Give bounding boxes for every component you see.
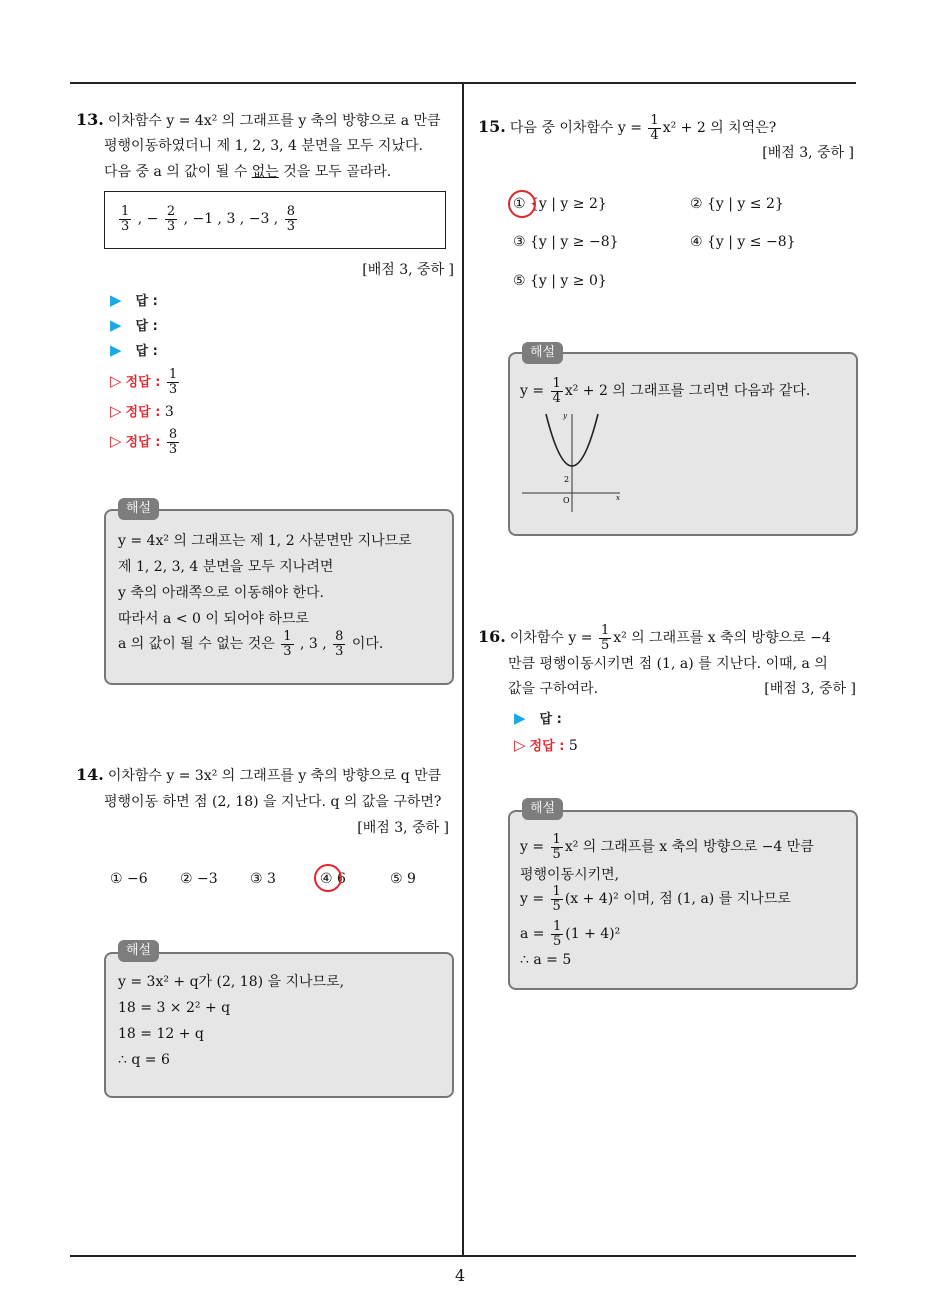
q13-solution-tag: 해설: [118, 498, 159, 520]
q14-line1: 14. 이차함수 y = 3x² 의 그래프를 y 축의 방향으로 q 만큼: [76, 765, 442, 784]
q15-score: [배점 3, 중하 ]: [762, 145, 854, 161]
q16-sol-l4: a = $\frac{1}{5}$ (1 + 4)²: [520, 918, 621, 949]
q16-line2: 만큼 평행이동시키면 점 (1, a) 를 지난다. 이때, a 의: [508, 656, 828, 672]
q13-answer-2: ▶ 답 :: [110, 316, 158, 334]
graph-origin-label: O: [563, 496, 570, 505]
q13-correct-2: ▷ 정답 : 3: [110, 402, 174, 420]
q15-solution-tag: 해설: [522, 342, 563, 364]
q14-number: 14.: [76, 765, 104, 784]
q14-solution-tag: 해설: [118, 940, 159, 962]
q15-parabola-graph: [518, 408, 628, 516]
q16-line3: 값을 구하여라.: [508, 681, 599, 697]
q13-choices: $\frac{1}{3}$ , − $\frac{2}{3}$ , −1 , 3 , −3 , $\frac{8}{3}$: [121, 203, 295, 234]
q13-text1: 이차함수 y = 4x² 의 그래프를 y 축의 방향으로 a 만큼: [107, 113, 441, 129]
q16-score: [배점 3, 중하 ]: [764, 681, 856, 697]
q14-sol-l2: 18 = 3 × 2² + q: [118, 1000, 231, 1016]
q16-number: 16.: [478, 627, 506, 646]
q13-underline-word: 없는: [251, 164, 279, 180]
q16-answer: ▶ 답 :: [514, 709, 562, 727]
q14-choice-2[interactable]: ② −3: [180, 871, 218, 887]
q13-answer-1: ▶ 답 :: [110, 291, 158, 309]
q15-choice-5[interactable]: ⑤ {y | y ≥ 0}: [513, 273, 607, 289]
q16-sol-l2: 평행이동시키면,: [520, 867, 620, 883]
q16-solution-tag: 해설: [522, 798, 563, 820]
q13-answer-3: ▶ 답 :: [110, 341, 158, 359]
q13-line2: 평행이동하였더니 제 1, 2, 3, 4 분면을 모두 지났다.: [104, 138, 423, 154]
correct-arrow-icon: ▷: [110, 402, 122, 420]
q15-line1: 15. 다음 중 이차함수 y = $\frac{1}{4}$ x² + 2 의 치역은?: [478, 112, 777, 143]
q15-choice-4[interactable]: ④ {y | y ≤ −8}: [690, 234, 796, 250]
correct-arrow-icon: ▷: [110, 432, 122, 450]
q13-sol-l2: 제 1, 2, 3, 4 분면을 모두 지나려면: [118, 559, 334, 575]
q14-choice-5[interactable]: ⑤ 9: [390, 871, 416, 887]
q14-score: [배점 3, 중하 ]: [357, 820, 449, 836]
correct-arrow-icon: ▷: [110, 372, 122, 390]
q16-sol-l5: ∴ a = 5: [520, 952, 572, 968]
q13-choice-box: [104, 191, 446, 249]
q13-choice-frac-3: $\frac{8}{3}$: [286, 203, 295, 234]
q16-sol-l1: y = $\frac{1}{5}$ x² 의 그래프를 x 축의 방향으로 −4 만큼: [520, 831, 814, 862]
q16-line1: 16. 이차함수 y = $\frac{1}{5}$ x² 의 그래프를 x 축의 방향으로 −4: [478, 622, 831, 653]
q13-correct-3: ▷ 정답 : $\frac{8}{3}$: [110, 426, 178, 457]
q15-marked-answer-circle: [508, 190, 536, 218]
q14-sol-l3: 18 = 12 + q: [118, 1026, 204, 1042]
q14-sol-l1: y = 3x² + q가 (2, 18) 을 지나므로,: [118, 974, 345, 990]
correct-arrow-icon: ▷: [514, 736, 526, 754]
answer-arrow-icon: ▶: [110, 291, 122, 309]
graph-y-label: y: [563, 412, 567, 420]
answer-arrow-icon: ▶: [514, 709, 526, 727]
column-divider: [462, 82, 464, 1256]
q16-sol-l3: y = $\frac{1}{5}$ (x + 4)² 이며, 점 (1, a) 를 지나므로: [520, 883, 791, 914]
q14-sol-l4: ∴ q = 6: [118, 1052, 170, 1068]
q13-sol-l4: 따라서 a < 0 이 되어야 하므로: [118, 611, 309, 627]
q14-choice-3[interactable]: ③ 3: [250, 871, 276, 887]
bottom-rule: [70, 1255, 856, 1257]
graph-x-label: x: [616, 494, 620, 502]
q13-line1: [76, 110, 441, 131]
q13-choice-frac-1: $\frac{1}{3}$: [121, 203, 130, 234]
q14-choice-4[interactable]: ④ 6: [320, 871, 346, 887]
q16-correct: ▷ 정답 : 5: [514, 736, 578, 754]
answer-arrow-icon: ▶: [110, 316, 122, 334]
answer-arrow-icon: ▶: [110, 341, 122, 359]
q13-score: [배점 3, 중하 ]: [362, 262, 454, 278]
graph-vertex-label: 2: [564, 475, 570, 484]
q14-choice-1[interactable]: ① −6: [110, 871, 148, 887]
q15-choice-2[interactable]: ② {y | y ≤ 2}: [690, 196, 784, 212]
q13-number: 13.: [76, 110, 104, 129]
page-number: 4: [455, 1266, 466, 1285]
q15-sol-l1: y = $\frac{1}{4}$ x² + 2 의 그래프를 그리면 다음과 같다.: [520, 375, 811, 406]
q13-line3: 다음 중 a 의 값이 될 수 없는 것을 모두 골라라.: [104, 164, 392, 180]
q15-choice-3[interactable]: ③ {y | y ≥ −8}: [513, 234, 619, 250]
q15-choice-1[interactable]: ① {y | y ≥ 2}: [513, 196, 607, 212]
q14-marked-answer-circle: [314, 864, 342, 892]
q13-sol-l5: a 의 값이 될 수 없는 것은 $\frac{1}{3}$ , 3 , $\frac{8}{3}$ 이다.: [118, 628, 384, 659]
q13-choice-frac-2: $\frac{2}{3}$: [166, 203, 176, 234]
q13-correct-1: ▷ 정답 : $\frac{1}{3}$: [110, 366, 178, 397]
q14-line2: 평행이동 하면 점 (2, 18) 을 지난다. q 의 값을 구하면?: [104, 794, 442, 810]
q15-number: 15.: [478, 117, 506, 136]
q13-sol-l3: y 축의 아래쪽으로 이동해야 한다.: [118, 585, 324, 601]
q13-sol-l1: y = 4x² 의 그래프는 제 1, 2 사분면만 지나므로: [118, 533, 412, 549]
